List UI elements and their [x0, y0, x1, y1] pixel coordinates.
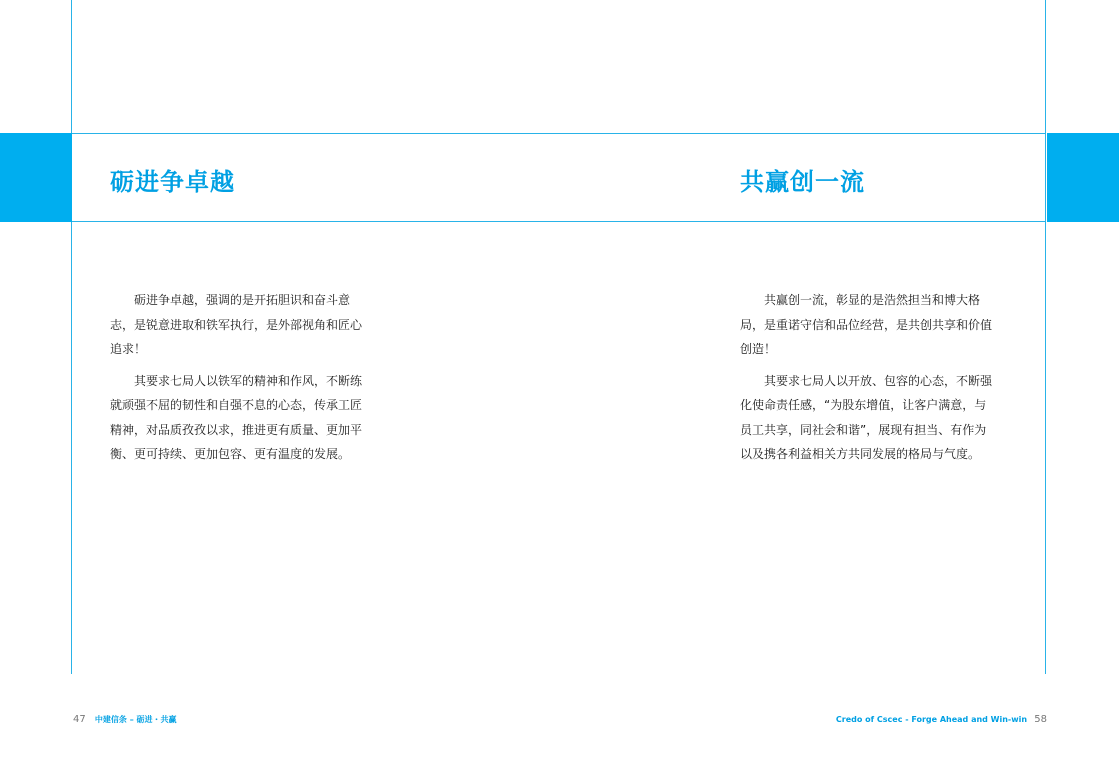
right-page-body — [740, 288, 995, 474]
right-accent-tab — [1047, 133, 1119, 222]
right-paragraph-1: 共赢创一流，彰显的是浩然担当和博大格局，是重诺守信和品位经营，是共创共享和价值创造！ — [740, 293, 993, 356]
left-page-heading: 砺进争卓越 — [110, 168, 235, 196]
left-page-body — [110, 288, 365, 474]
right-paragraph-2: 其要求七局人以开放、包容的心态，不断强化使命责任感，“为股东增值，让客户满意，与员工共享，同社会和谐”，展现有担当、有作为以及携各利益相关方共同发展的格局与气度。 — [740, 373, 993, 461]
left-footer — [73, 712, 177, 728]
right-page-number: 58 — [1034, 714, 1047, 725]
right-footer — [836, 712, 1047, 728]
heading-band-top-rule — [71, 133, 1046, 134]
right-margin-rule — [1045, 0, 1046, 674]
left-paragraph-2: 其要求七局人以铁军的精神和作风，不断练就顽强不屈的韧性和自强不息的心态，传承工匠精神，对品质孜孜以求，推进更有质量、更加平衡、更可持续、更加包容、更有温度的发展。 — [110, 373, 363, 461]
left-margin-rule — [71, 0, 72, 674]
heading-band-bottom-rule — [71, 221, 1046, 222]
left-footer-title: 中建信条 – 砺进・共赢 — [94, 715, 177, 724]
right-footer-title: Credo of Cscec - Forge Ahead and Win-win — [835, 715, 1028, 724]
left-page-number: 47 — [73, 714, 86, 725]
left-accent-tab — [0, 133, 72, 222]
right-page-heading: 共赢创一流 — [740, 168, 865, 196]
left-paragraph-1: 砺进争卓越，强调的是开拓胆识和奋斗意志，是锐意进取和铁军执行，是外部视角和匠心追求！ — [110, 293, 363, 356]
